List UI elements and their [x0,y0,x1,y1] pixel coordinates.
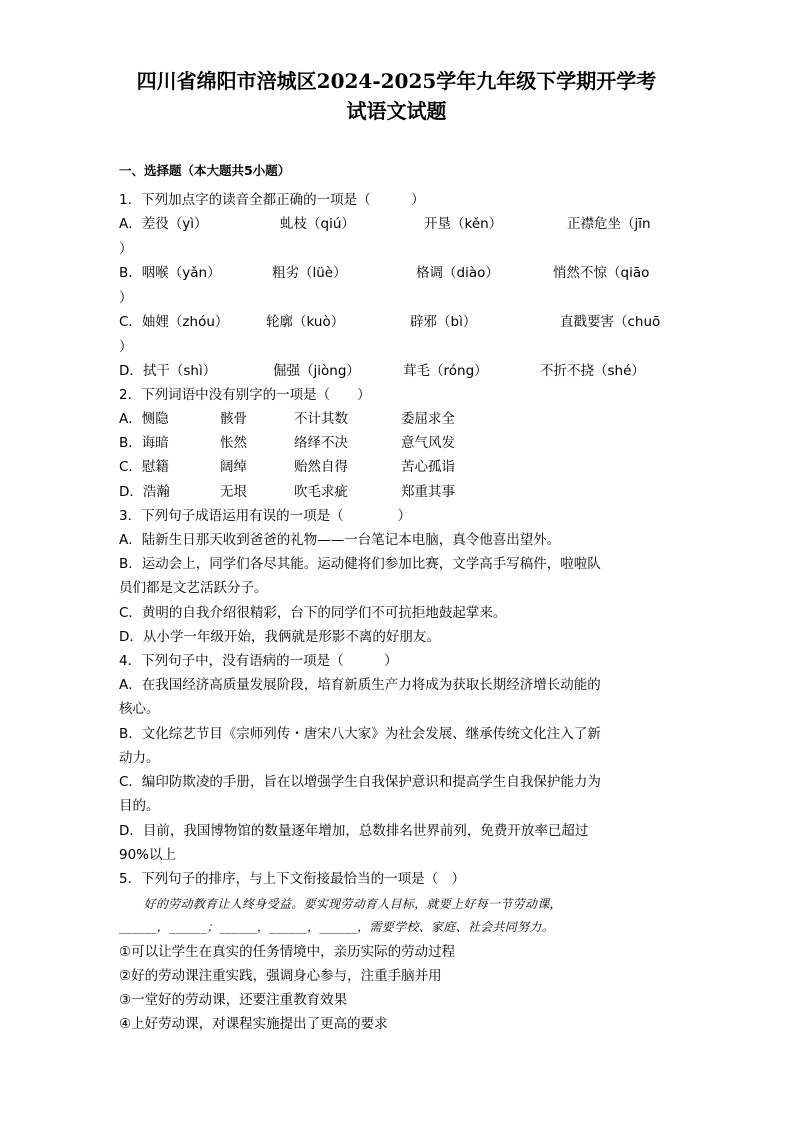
q1-b-2: 粗劣（lüè） [272,265,347,281]
q4-a-line1: A．在我国经济高质量发展阶段，培育新质生产力将成为获取长期经济增长动能的 [119,677,601,693]
q2-a-4: 委屈求全 [401,411,455,427]
q5-sentence-1: ①可以让学生在真实的任务情境中，亲历实际的劳动过程 [119,944,456,960]
q3-b-line1: B．运动会上，同学们各尽其能。运动健将们参加比赛，文学高手写稿件，啦啦队 [119,556,601,572]
q4-stem: 4．下列句子中，没有语病的一项是（ ） [119,653,398,669]
q2-a-1: A．恻隐 [119,411,169,427]
q2-d-4: 郑重其事 [401,484,455,500]
q1-c-close: ） [119,339,133,355]
q4-d-line2: 90%以上 [119,847,177,863]
q1-a-2: 虬枝（qiú） [280,216,355,232]
q1-b-close: ） [119,290,133,306]
q3-d: D．从小学一年级开始，我俩就是形影不离的好朋友。 [119,629,440,645]
section-heading: 一、选择题（本大题共5小题） [119,163,291,178]
q4-d-line1: D．目前，我国博物馆的数量逐年增加，总数排名世界前列，免费开放率已超过 [119,823,589,839]
q5-stem: 5．下列句子的排序，与上下文衔接最恰当的一项是（ ） [119,871,466,887]
q3-stem: 3．下列句子成语运用有误的一项是（ ） [119,508,412,524]
q1-c-3: 辟邪（bì） [410,314,477,330]
q2-c-3: 贻然自得 [294,459,348,475]
q5-passage-line1: 好的劳动教育让人终身受益。要实现劳动育人目标，就要上好每一节劳动课， [119,897,562,911]
q4-b-line1: B．文化综艺节目《宗师列传・唐宋八大家》为社会发展、继承传统文化注入了新 [119,726,601,742]
q2-d-1: D．浩瀚 [119,484,170,500]
q2-stem: 2．下列词语中没有别字的一项是（ ） [119,387,371,403]
q2-b-3: 络绎不决 [294,435,348,451]
q3-a: A．陆新生日那天收到爸爸的礼物——一台笔记本电脑，真令他喜出望外。 [119,532,561,548]
q5-sentence-4: ④上好劳动课，对课程实施提出了更高的要求 [119,1016,388,1032]
q1-a-4: 正襟危坐（jīn [567,216,651,232]
q2-a-3: 不计其数 [294,411,348,427]
q1-stem: 1．下列加点字的读音全都正确的一项是（ ） [119,192,425,208]
q1-a-1: A．差役（yì） [119,216,208,232]
q1-b-1: B．咽喉（yǎn） [119,265,221,281]
exam-title-line1: 四川省绵阳市涪城区2024-2025学年九年级下学期开学考 [136,69,657,93]
q1-c-2: 轮廓（kuò） [266,314,345,330]
q1-c-1: C．妯娌（zhóu） [119,314,229,330]
q2-d-2: 无垠 [220,484,247,500]
q5-passage-line2: ______，______；______，______，______，需要学校、家庭、社会共同努力。 [119,920,555,934]
q2-b-1: B．诲暗 [119,435,169,451]
q1-d-2: 倔强（jiòng） [273,363,360,379]
q1-d-4: 不折不挠（shé） [540,363,645,379]
q1-a-3: 开垦（kěn） [424,216,503,232]
q4-c-line1: C．编印防欺凌的手册，旨在以增强学生自我保护意识和提高学生自我保护能力为 [119,774,601,790]
q2-c-2: 阔绰 [220,459,247,475]
q4-c-line2: 目的。 [119,798,160,814]
q4-a-line2: 核心。 [119,701,160,717]
q4-b-line2: 动力。 [119,750,160,766]
q5-sentence-3: ③一堂好的劳动课，还要注重教育效果 [119,992,348,1008]
q3-b-line2: 员们都是文艺活跃分子。 [119,580,268,596]
q2-a-2: 骸骨 [220,411,247,427]
q5-sentence-2: ②好的劳动课注重实践，强调身心参与，注重手脑并用 [119,968,442,984]
q1-c-4: 直戳要害（chuō [560,314,661,330]
q2-b-4: 意气风发 [401,435,455,451]
q2-c-4: 苦心孤诣 [401,459,455,475]
q1-b-3: 格调（diào） [416,265,499,281]
q1-b-4: 悄然不惊（qiāo [553,265,650,281]
q2-d-3: 吹毛求疵 [294,484,348,500]
exam-title-line2: 试语文试题 [346,99,447,123]
q2-c-1: C．慰籍 [119,459,169,475]
q1-a-close: ） [119,241,133,257]
q1-d-3: 茸毛（róng） [403,363,488,379]
q2-b-2: 怅然 [220,435,247,451]
q1-d-1: D．拭干（shì） [119,363,217,379]
q3-c: C．黄明的自我介绍很精彩，台下的同学们不可抗拒地鼓起掌来。 [119,605,507,621]
